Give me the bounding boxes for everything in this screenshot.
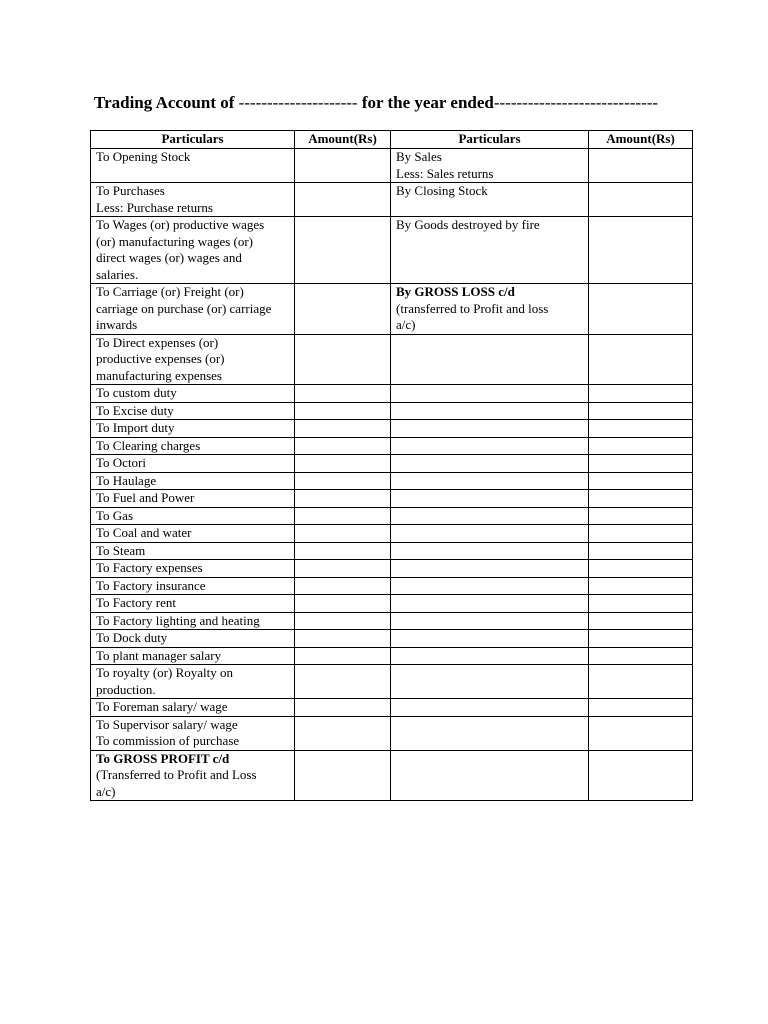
debit-particulars-cell [91,577,295,595]
credit-amount-cell [589,699,693,717]
credit-particulars-cell [391,577,589,595]
credit-amount-cell [589,542,693,560]
credit-amount-cell [589,472,693,490]
table-row [91,665,693,699]
title-label: Trading Account of [94,93,235,112]
credit-particulars-cell [391,560,589,578]
debit-particulars-cell [91,612,295,630]
debit-amount-cell [295,577,391,595]
debit-amount-cell [295,217,391,284]
credit-particulars-cell [391,507,589,525]
table-row [91,149,693,183]
credit-amount-cell [589,437,693,455]
debit-line: To Factory rent [96,595,176,610]
debit-amount-cell [295,665,391,699]
credit-particulars-cell [391,437,589,455]
table-row [91,716,693,750]
debit-line: To Fuel and Power [96,490,195,505]
credit-line: By GROSS LOSS c/d [396,284,515,299]
debit-amount-cell [295,630,391,648]
debit-line: carriage on purchase (or) carriage [96,300,272,316]
debit-line: To Factory insurance [96,577,206,593]
table-row [91,525,693,543]
debit-line: (Transferred to Profit and Loss [96,767,257,782]
credit-particulars-cell [391,595,589,613]
debit-particulars-cell [91,385,295,403]
table-row [91,472,693,490]
table-row [91,699,693,717]
credit-amount-cell [589,149,693,183]
credit-line: By Goods destroyed by fire [396,217,540,232]
credit-line: a/c) [396,317,416,332]
credit-particulars-cell [391,525,589,543]
credit-amount-cell [589,577,693,595]
debit-line: To Carriage (or) Freight (or) [96,284,244,299]
debit-amount-cell [295,507,391,525]
debit-amount-cell [295,472,391,490]
debit-line: To Factory lighting and heating [96,612,260,628]
credit-particulars-cell [391,750,589,801]
debit-line: To plant manager salary [96,647,222,663]
table-row [91,334,693,385]
debit-amount-cell [295,647,391,665]
debit-line: To Wages (or) productive wages [96,217,265,232]
credit-particulars-cell [391,420,589,438]
debit-particulars-cell [91,437,295,455]
debit-line: a/c) [96,783,116,799]
credit-amount-cell [589,420,693,438]
debit-line: direct wages (or) wages and [96,250,242,265]
credit-line: (transferred to Profit and loss [396,300,549,316]
credit-particulars-cell [391,455,589,473]
credit-amount-cell [589,334,693,385]
debit-particulars-cell [91,525,295,543]
debit-amount-cell [295,183,391,217]
debit-line: To GROSS PROFIT c/d [96,750,230,766]
debit-line: To Purchases [96,183,165,198]
debit-line: To Haulage [96,472,157,488]
debit-amount-cell [295,385,391,403]
debit-particulars-cell [91,647,295,665]
debit-amount-cell [295,542,391,560]
credit-particulars-cell [391,472,589,490]
debit-particulars-cell [91,716,295,750]
credit-particulars-cell [391,665,589,699]
table-row [91,630,693,648]
credit-amount-cell [589,612,693,630]
debit-line: To royalty (or) Royalty on [96,665,234,680]
credit-particulars-cell [391,630,589,648]
debit-particulars-cell [91,507,295,525]
credit-amount-cell [589,507,693,525]
credit-amount-cell [589,183,693,217]
debit-line: To Factory expenses [96,560,203,575]
debit-amount-cell [295,334,391,385]
debit-particulars-cell [91,455,295,473]
credit-amount-cell [589,217,693,284]
credit-amount-cell [589,560,693,578]
debit-particulars-cell [91,149,295,183]
credit-amount-cell [589,647,693,665]
credit-amount-cell [589,385,693,403]
table-row [91,217,693,284]
debit-particulars-cell [91,402,295,420]
debit-line: To Direct expenses (or) [96,334,219,350]
debit-line: To Steam [96,542,146,558]
debit-particulars-cell [91,472,295,490]
table-row [91,437,693,455]
debit-amount-cell [295,284,391,335]
debit-amount-cell [295,437,391,455]
debit-line: (or) manufacturing wages (or) [96,233,254,249]
credit-amount-cell [589,284,693,335]
debit-line: To custom duty [96,385,177,400]
debit-amount-cell [295,560,391,578]
credit-amount-cell [589,750,693,801]
debit-line: To Supervisor salary/ wage [96,716,238,732]
credit-amount-cell [589,595,693,613]
credit-particulars-cell [391,716,589,750]
debit-particulars-cell [91,560,295,578]
credit-amount-cell [589,402,693,420]
debit-particulars-cell [91,542,295,560]
debit-amount-cell [295,699,391,717]
table-body [91,149,693,801]
credit-particulars-cell [391,402,589,420]
debit-amount-cell [295,716,391,750]
table-header-row [91,131,693,149]
debit-particulars-cell [91,665,295,699]
credit-amount-cell [589,630,693,648]
debit-amount-cell [295,490,391,508]
debit-line: To Gas [96,507,134,523]
table-row [91,284,693,335]
table-row [91,385,693,403]
debit-line: production. [96,681,156,697]
debit-line: To Excise duty [96,402,174,418]
credit-particulars-cell [391,284,589,335]
debit-particulars-cell [91,420,295,438]
debit-particulars-cell [91,630,295,648]
table-row [91,420,693,438]
credit-particulars-cell [391,647,589,665]
table-row [91,595,693,613]
trading-account-table [90,130,693,801]
table-row [91,490,693,508]
table-row [91,612,693,630]
debit-particulars-cell [91,490,295,508]
document-title [94,93,694,113]
table-row [91,750,693,801]
debit-line: To Clearing charges [96,437,201,453]
debit-line: To Opening Stock [96,149,191,164]
debit-particulars-cell [91,750,295,801]
credit-particulars-cell [391,612,589,630]
title-blank-year: ----------------------------- [493,93,659,112]
debit-amount-cell [295,455,391,473]
credit-particulars-cell [391,385,589,403]
debit-line: To Octori [96,455,146,470]
credit-particulars-cell [391,334,589,385]
debit-line: salaries. [96,266,139,282]
table-row [91,455,693,473]
table-row [91,402,693,420]
debit-amount-cell [295,595,391,613]
debit-line: inwards [96,317,138,332]
title-blank-name: --------------------- [238,93,358,112]
credit-particulars-cell [391,699,589,717]
table-row [91,507,693,525]
debit-particulars-cell [91,183,295,217]
debit-amount-cell [295,750,391,801]
table-row [91,577,693,595]
header-amount-credit: Amount(Rs) [589,131,693,149]
debit-particulars-cell [91,595,295,613]
debit-line: manufacturing expenses [96,367,222,383]
credit-amount-cell [589,716,693,750]
debit-amount-cell [295,612,391,630]
header-amount-debit: Amount(Rs) [295,131,391,149]
debit-amount-cell [295,525,391,543]
debit-line: To Foreman salary/ wage [96,699,228,714]
debit-particulars-cell [91,334,295,385]
debit-particulars-cell [91,284,295,335]
table-row [91,183,693,217]
credit-line: By Closing Stock [396,183,488,198]
title-middle: for the year ended [361,93,494,112]
debit-particulars-cell [91,699,295,717]
debit-line: Less: Purchase returns [96,199,213,215]
debit-amount-cell [295,402,391,420]
credit-amount-cell [589,665,693,699]
debit-amount-cell [295,149,391,183]
credit-amount-cell [589,490,693,508]
credit-particulars-cell [391,490,589,508]
header-particulars-debit: Particulars [91,131,295,149]
credit-amount-cell [589,455,693,473]
credit-particulars-cell [391,149,589,183]
credit-particulars-cell [391,542,589,560]
table-row [91,647,693,665]
credit-line: Less: Sales returns [396,165,494,181]
debit-line: To Coal and water [96,525,192,540]
table-row [91,542,693,560]
debit-particulars-cell [91,217,295,284]
credit-amount-cell [589,525,693,543]
credit-line: By Sales [396,149,442,164]
header-particulars-credit: Particulars [391,131,589,149]
debit-line: To commission of purchase [96,733,240,748]
credit-particulars-cell [391,183,589,217]
table-row [91,560,693,578]
debit-line: To Import duty [96,420,175,435]
credit-particulars-cell [391,217,589,284]
debit-line: To Dock duty [96,630,168,645]
debit-amount-cell [295,420,391,438]
debit-line: productive expenses (or) [96,351,225,366]
